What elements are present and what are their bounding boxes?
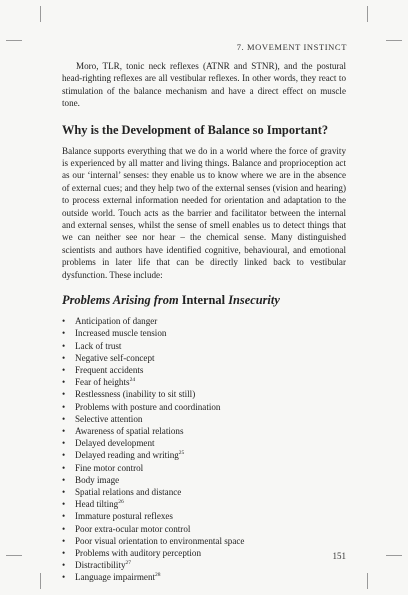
list-item	[62, 413, 346, 425]
bullet-icon: •	[62, 462, 66, 473]
list-item	[62, 535, 346, 547]
problems-list	[62, 315, 346, 583]
list-item	[62, 437, 346, 449]
list-item-text: Head tilting	[75, 499, 119, 510]
list-item	[62, 571, 346, 583]
crop-mark-bottom-right-h	[386, 555, 402, 556]
list-item-text: Delayed reading and writing	[75, 450, 179, 461]
list-item-text: Spatial relations and distance	[75, 486, 182, 497]
crop-mark-top-right	[367, 6, 368, 22]
list-item-text: Anticipation of danger	[75, 316, 158, 327]
list-item	[62, 340, 346, 352]
bullet-icon: •	[62, 316, 66, 327]
list-item-text: Frequent accidents	[75, 364, 144, 375]
list-item-text: Immature postural reflexes	[75, 511, 173, 522]
crop-mark-top-right-h	[386, 40, 402, 41]
bullet-icon: •	[62, 511, 66, 522]
list-item-text: Fine motor control	[75, 462, 144, 473]
list-heading-part2: Internal	[181, 293, 226, 308]
bullet-icon: •	[62, 486, 66, 497]
footnote-ref: 27	[125, 560, 132, 567]
crop-mark-bottom-left-h	[6, 555, 22, 556]
list-item-text: Lack of trust	[75, 340, 122, 351]
list-item	[62, 523, 346, 535]
footnote-ref: 24	[129, 377, 136, 384]
list-item	[62, 364, 346, 376]
list-item-text: Poor extra-ocular motor control	[75, 523, 191, 534]
list-item-text: Language impairment	[75, 572, 156, 583]
bullet-icon: •	[62, 474, 66, 485]
list-item-text: Restlessness (inability to sit still)	[75, 389, 196, 400]
crop-mark-top-left-h	[6, 40, 22, 41]
list-item-text: Increased muscle tension	[75, 328, 167, 339]
bullet-icon: •	[62, 572, 66, 583]
list-item	[62, 498, 346, 510]
list-item	[62, 327, 346, 339]
footnote-ref: 26	[118, 499, 124, 506]
bullet-icon: •	[62, 523, 66, 534]
bullet-icon: •	[62, 352, 66, 363]
page-content	[62, 60, 346, 584]
intro-paragraph: Moro, TLR, tonic neck reflexes (ATNR and STNR), and the postural head-righting reflexes are all vestibular reflexes. In other words, they react to stimulation of the balance mechanism and have a direct effect on muscle tone.	[62, 61, 346, 109]
list-item-text: Negative self-concept	[75, 352, 155, 363]
list-heading-part3: Insecurity	[228, 293, 280, 308]
crop-mark-bottom-right	[367, 573, 368, 589]
bullet-icon: •	[62, 450, 66, 461]
list-item	[62, 559, 346, 571]
list-item-text: Distractibility	[75, 560, 126, 571]
footnote-ref: 25	[178, 450, 185, 457]
bullet-icon: •	[62, 499, 66, 510]
list-item	[62, 547, 346, 559]
list-item	[62, 401, 346, 413]
list-item	[62, 462, 346, 474]
list-item	[62, 352, 346, 364]
bullet-icon: •	[62, 377, 66, 388]
list-item	[62, 449, 346, 461]
list-item	[62, 486, 346, 498]
bullet-icon: •	[62, 547, 66, 558]
bullet-icon: •	[62, 328, 66, 339]
bullet-icon: •	[62, 438, 66, 449]
list-item	[62, 474, 346, 486]
bullet-icon: •	[62, 389, 66, 400]
list-heading-part1: Problems Arising from	[62, 293, 179, 308]
crop-mark-bottom-left	[40, 573, 41, 589]
bullet-icon: •	[62, 340, 66, 351]
list-item-text: Selective attention	[75, 413, 143, 424]
section-heading: Why is the Development of Balance so Important?	[62, 122, 329, 137]
bullet-icon: •	[62, 560, 66, 571]
list-item	[62, 510, 346, 522]
list-item	[62, 315, 346, 327]
list-item-text: Problems with posture and coordination	[75, 401, 221, 412]
body-paragraph: Balance supports everything that we do in a world where the force of gravity is experienced by all matter and living things. Balance and proprioception act as our ‘internal’ senses: they enable us to know where we are in the absence of external cues; and they help two of the external senses (vision and hearing) to process external information needed for orientation and adaptation to the outside world. Touch acts as the barrier and facilitator between the internal and external senses, whilst the sense of smell enables us to detect things that we can neither see nor hear – the chemical sense. Many distinguished scientists and authors have identified cognitive, behavioural, and emotional problems in later life that can be directly linked back to vestibular dysfunction. These include:	[62, 145, 346, 280]
list-item-text: Body image	[75, 474, 120, 485]
bullet-icon: •	[62, 413, 66, 424]
list-item	[62, 388, 346, 400]
list-item-text: Poor visual orientation to environmental space	[75, 535, 245, 546]
footnote-ref: 28	[155, 572, 161, 579]
bullet-icon: •	[62, 535, 66, 546]
bullet-icon: •	[62, 364, 66, 375]
list-item-text: Fear of heights	[75, 377, 130, 388]
page-number: 151	[332, 551, 346, 561]
list-item-text: Delayed development	[75, 438, 155, 449]
list-item-text: Awareness of spatial relations	[75, 425, 184, 436]
list-item	[62, 376, 346, 388]
bullet-icon: •	[62, 425, 66, 436]
list-item-text: Problems with auditory perception	[75, 547, 202, 558]
running-head: 7. MOVEMENT INSTINCT	[236, 42, 347, 52]
list-item	[62, 425, 346, 437]
list-heading	[62, 293, 346, 307]
crop-mark-top-left	[40, 6, 41, 22]
bullet-icon: •	[62, 401, 66, 412]
